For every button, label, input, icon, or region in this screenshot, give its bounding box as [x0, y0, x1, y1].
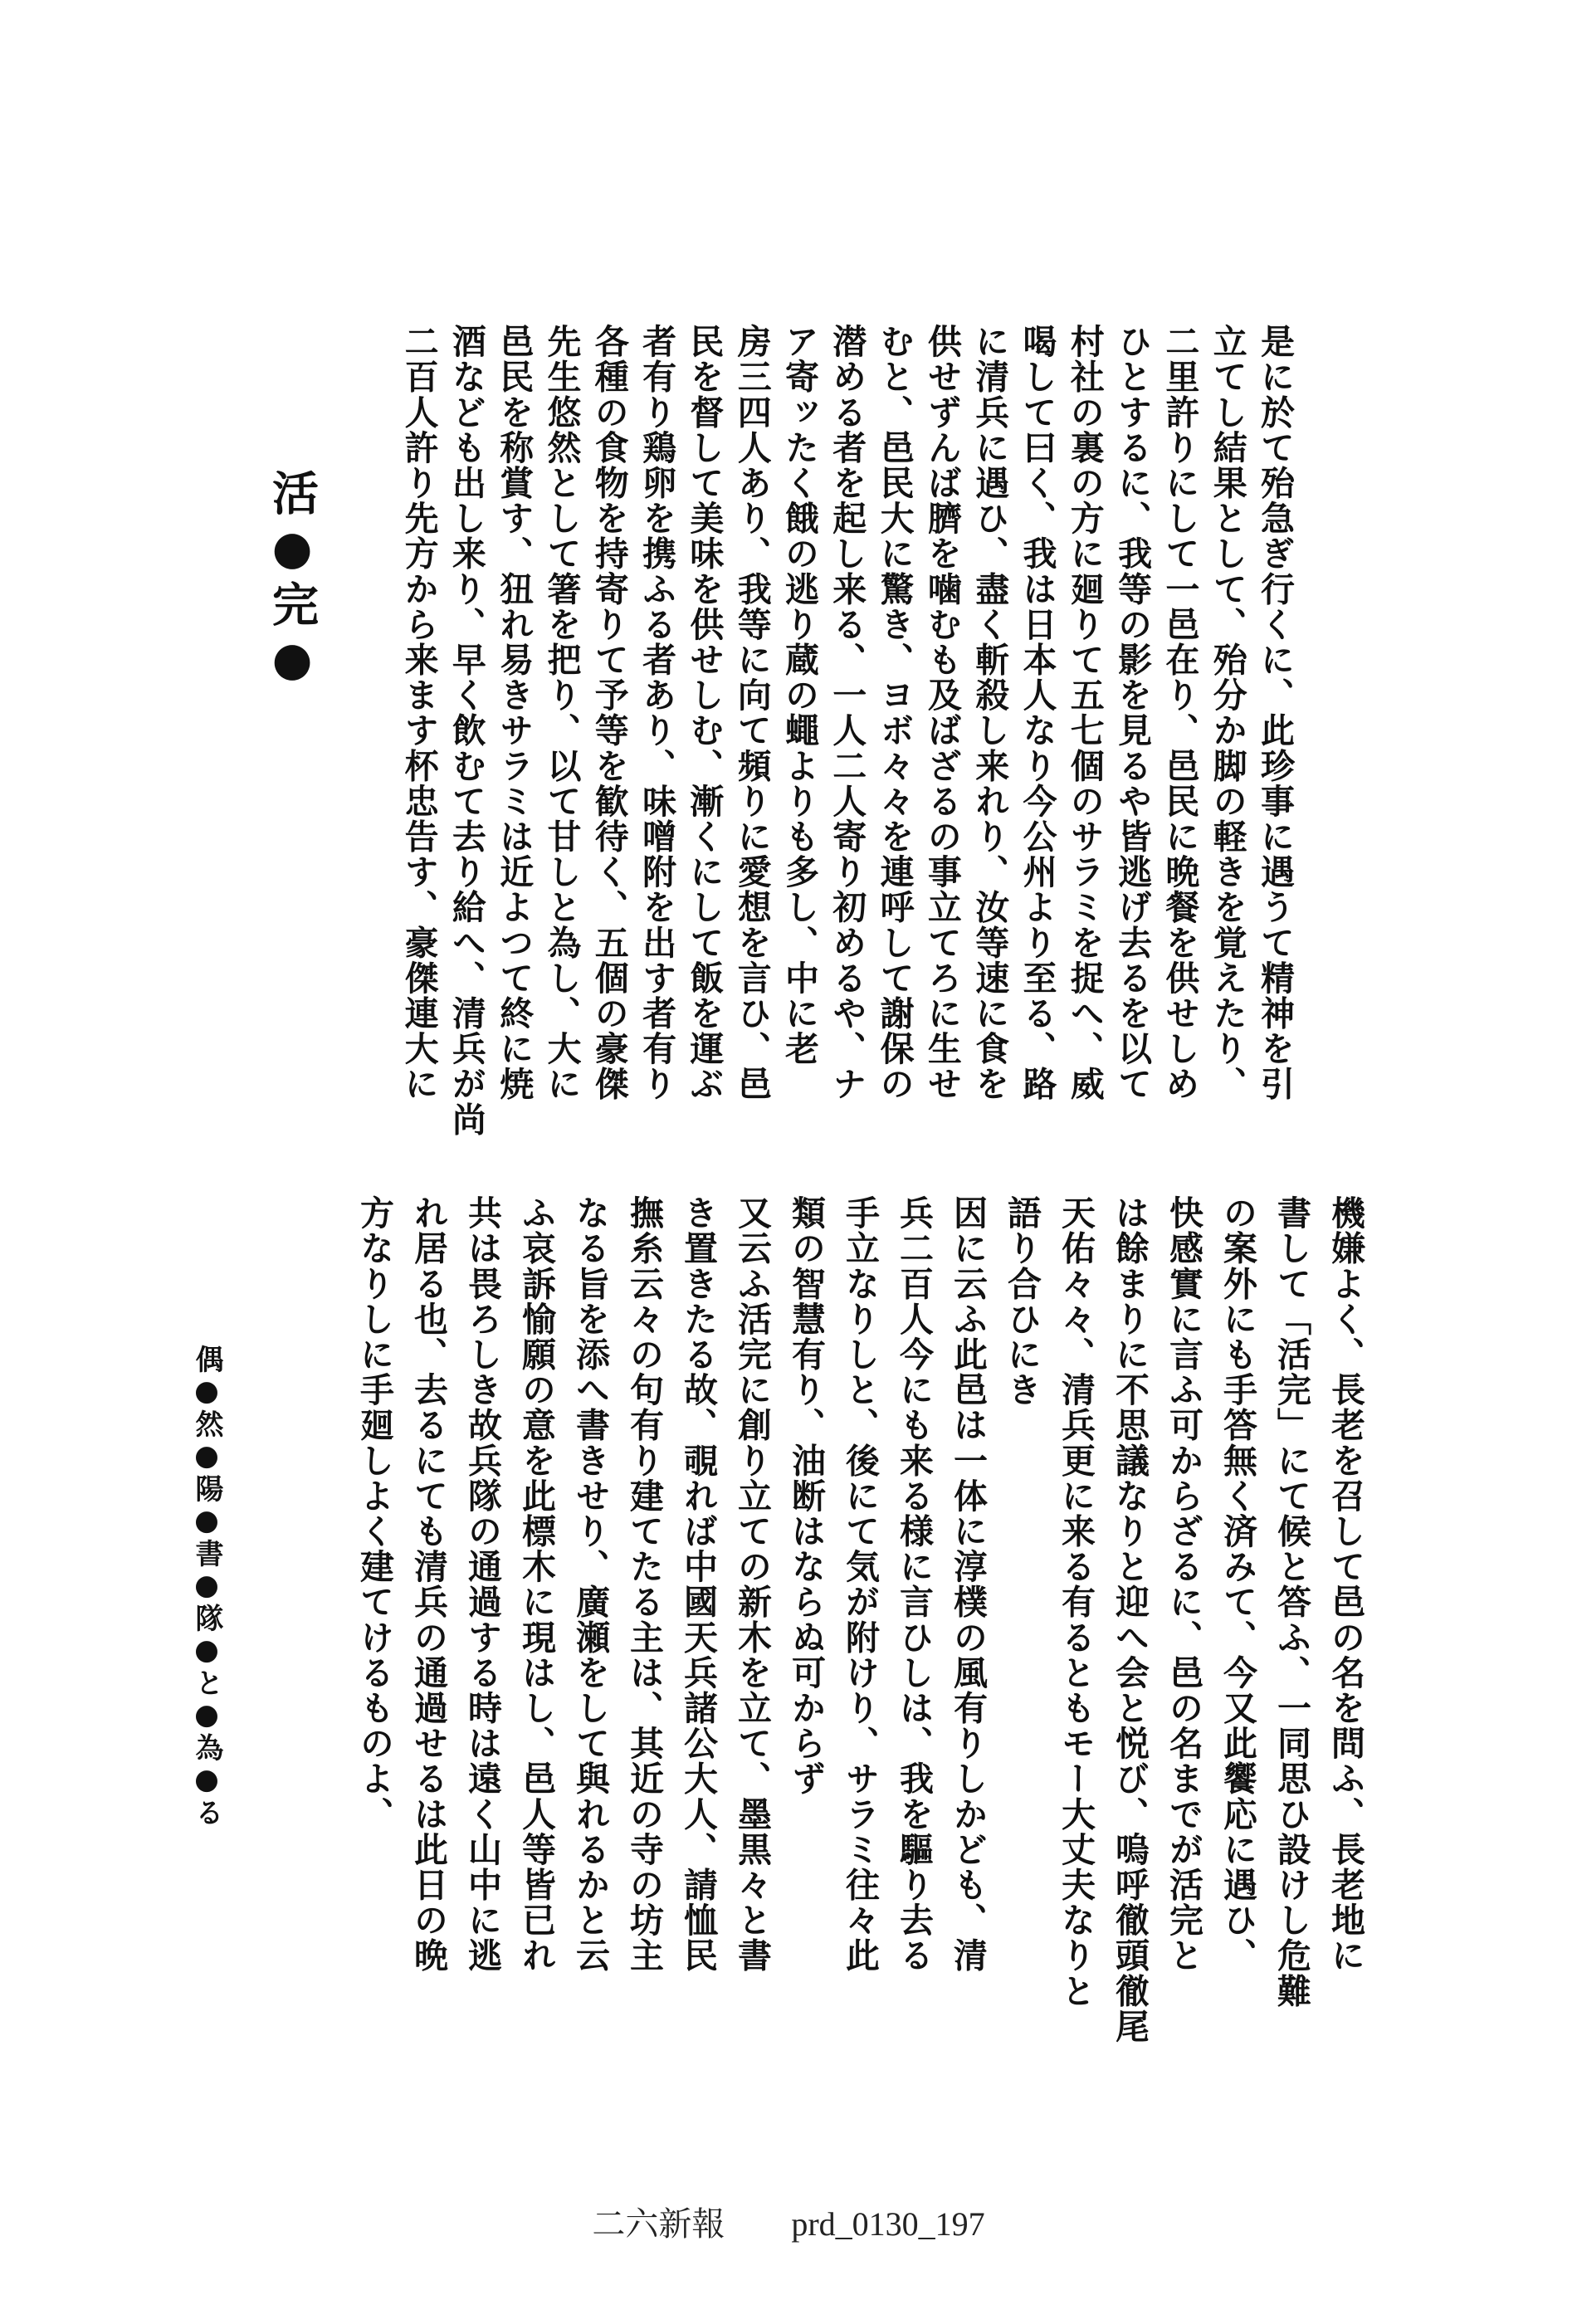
lower-text-column: 共は畏ろしき故兵隊の通過する時は遠く山中に逃: [462, 1195, 502, 1974]
upper-text-column: 者有り鶏卵を携ふる者あり、味噌附を出す者有り: [637, 324, 677, 1102]
lower-text-column: 書して「活完」にて候と答ふ、一同思ひ設けし危難: [1272, 1195, 1311, 2009]
upper-text-column: むと、邑民大に驚き、ヨボ々々を連呼して謝保の: [874, 324, 915, 1102]
lower-text-column: 撫糸云々の句有り建てたる主は、其近の寺の坊主: [624, 1195, 664, 1974]
lower-text-column: 又云ふ活完に創り立ての新木を立て、墨黒々と書: [732, 1195, 772, 1974]
upper-text-column: 喝して曰く、我は日本人なり今公州より至る、路: [1017, 324, 1057, 1102]
upper-text-column: 供せずんば臍を噛むも及ばざるの事立てろに生せ: [921, 324, 962, 1102]
upper-text-column: 二里許りにして一邑在り、邑民に晩餐を供せしめ: [1160, 324, 1200, 1102]
upper-text-column: ア寄ッたく餓の逃り蔵の蠅よりも多し、中に老: [779, 324, 819, 1067]
lower-text-column: 類の智慧有り、油断はならぬ可からず: [786, 1195, 826, 1797]
lower-text-column: 手立なりしと、後にて気が附けり、サラミ往々此: [840, 1195, 880, 1974]
upper-text-column: 邑民を称賞す、狃れ易きサラミは近よつて終に焼: [494, 324, 535, 1102]
newspaper-name: 二六新報: [592, 2205, 725, 2243]
lower-text-column: 因に云ふ此邑は一体に淳樸の風有りしかども、清: [948, 1195, 988, 1974]
upper-text-column: 二百人許り先方から来ます杯忠告す、豪傑連大に: [398, 324, 439, 1102]
lower-text-column: は餘まりに不思議なりと迎へ会と悦び、嗚呼徹頭徹尾: [1110, 1195, 1150, 2044]
upper-text-column: 房三四人あり、我等に向て頻りに愛想を言ひ、邑: [731, 324, 772, 1102]
lower-text-column: 語り合ひにき: [1002, 1195, 1042, 1408]
page-footer: [0, 2198, 1577, 2245]
upper-text-column: 酒なども出し来り、早く飲むて去り給へ、清兵が尚: [446, 324, 486, 1137]
upper-text-column: ひとするに、我等の影を見るや皆逃げ去るを以て: [1112, 324, 1153, 1102]
lower-text-column: 天佑々々、清兵更に来る有るともモー大丈夫なりと: [1056, 1195, 1096, 2009]
lower-text-column: き置きたる故、覗れば中國天兵諸公大人、請恤民: [678, 1195, 718, 1974]
lower-text-column: ふ哀訴愉願の意を此標木に現はし、邑人等皆已れ: [516, 1195, 556, 1974]
upper-text-column: 潜める者を起し来る、一人二人寄り初めるや、ナ: [827, 324, 867, 1102]
page-id: prd_0130_197: [791, 2205, 985, 2243]
upper-text-column: 是に於て殆急ぎ行くに、此珍事に遇うて精神を引: [1255, 324, 1295, 1102]
lower-text-column: 兵二百人今にも来る様に言ひしは、我を驅り去る: [894, 1195, 934, 1974]
upper-text-column: に清兵に遇ひ、盡く斬殺し来れり、汝等速に食を: [969, 324, 1010, 1102]
upper-text-column: 村社の裏の方に廻りて五七個のサラミを捉へ、威: [1064, 324, 1105, 1102]
upper-text-column: 民を督して美味を供せしむ、漸くにして飯を運ぶ: [684, 324, 725, 1102]
lower-text-column: の案外にも手答無く済みて、今又此饗応に遇ひ、: [1218, 1195, 1257, 1974]
upper-text-column: 各種の食物を持寄りて予等を歓待く、五個の豪傑: [588, 324, 629, 1102]
lower-text-column: れ居る也、去るにても清兵の通過せるは此日の晩: [408, 1195, 448, 1974]
article-byline: 偶●然●陽●書●隊●と●為●る: [190, 1345, 223, 1828]
lower-text-column: なる旨を添へ書きせり、廣瀬をして與れるかと云: [570, 1195, 610, 1974]
upper-text-column: 立てし結果として、殆分か脚の軽きを覚えたり、: [1207, 324, 1247, 1102]
lower-text-column: 機嫌よく、長老を召して邑の名を問ふ、長老地に: [1326, 1195, 1365, 1974]
article-title: 活●完●: [265, 469, 320, 691]
upper-text-column: 先生悠然として箸を把り、以て甘しと為し、大に: [541, 324, 582, 1102]
lower-text-column: 快感實に言ふ可からざるに、邑の名までが活完と: [1164, 1195, 1204, 1974]
lower-text-column: 方なりしに手廻しよく建てけるものよ、: [354, 1195, 394, 1832]
